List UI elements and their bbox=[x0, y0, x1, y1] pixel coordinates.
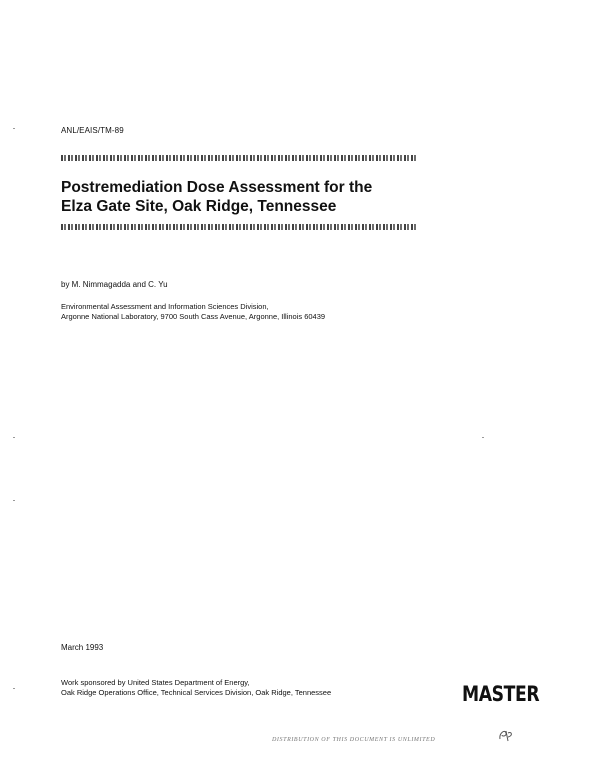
title-line-1: Postremediation Dose Assessment for the bbox=[61, 179, 373, 196]
margin-speck bbox=[482, 437, 484, 438]
affiliation-line-1: Environmental Assessment and Information Sciences Division, bbox=[61, 302, 269, 311]
publication-date: March 1993 bbox=[61, 643, 104, 652]
affiliation-line-2: Argonne National Laboratory, 9700 South Cass Avenue, Argonne, Illinois 60439 bbox=[61, 312, 326, 321]
sponsor-statement bbox=[61, 678, 331, 698]
distribution-note: DISTRIBUTION OF THIS DOCUMENT IS UNLIMITED bbox=[272, 737, 436, 743]
sponsor-line-2: Oak Ridge Operations Office, Technical Services Division, Oak Ridge, Tennessee bbox=[61, 688, 332, 697]
report-number: ANL/EAIS/TM-89 bbox=[61, 126, 124, 135]
margin-speck bbox=[13, 688, 15, 689]
margin-speck bbox=[13, 128, 15, 129]
affiliation bbox=[61, 302, 325, 322]
margin-speck bbox=[13, 437, 15, 438]
margin-speck bbox=[13, 500, 15, 501]
title-rule-top bbox=[61, 155, 417, 161]
document-title bbox=[61, 178, 441, 216]
sponsor-line-1: Work sponsored by United States Department of Energy, bbox=[61, 678, 250, 687]
handwritten-initials-mark bbox=[497, 727, 515, 743]
master-stamp: MASTER bbox=[462, 682, 540, 706]
title-rule-bottom bbox=[61, 224, 417, 230]
authors: by M. Nimmagadda and C. Yu bbox=[61, 280, 168, 289]
title-line-2: Elza Gate Site, Oak Ridge, Tennessee bbox=[61, 198, 337, 215]
